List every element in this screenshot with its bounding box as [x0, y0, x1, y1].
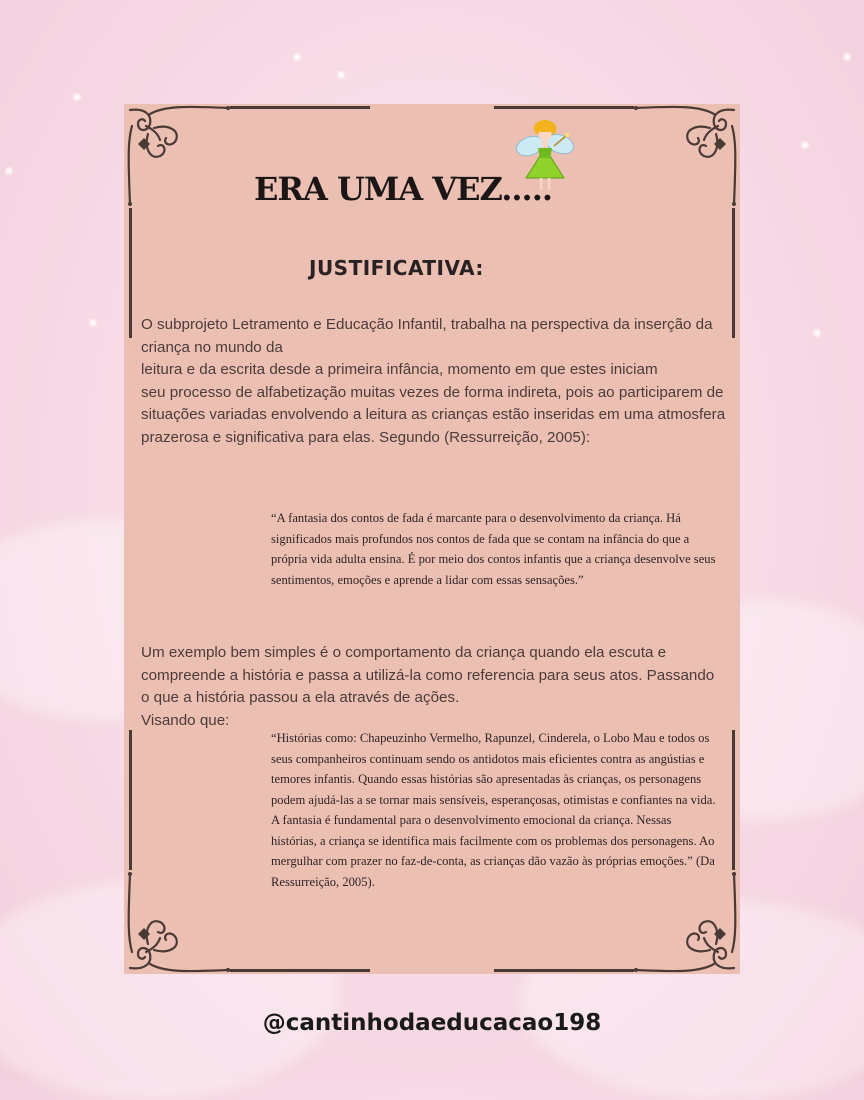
border-line-right-top [732, 208, 735, 338]
document-card [124, 104, 740, 974]
block-quote: “A fantasia dos contos de fada é marcante para o desenvolvimento da criança. Há significados mais profundos nos contos de fada que se contam na infância do que a própria vida adulta ensina. É por meio dos contos infantis que a criança desenvolve seus sentimentos, emoções e aprende a lidar com essas sensações.” [271, 511, 716, 587]
border-line-top-left [230, 106, 370, 109]
body-paragraph: O subprojeto Letramento e Educação Infantil, trabalha na perspectiva da inserção da criança no mundo da leitura e da escrita desde a primeira infância, momento em que estes iniciam seu processo de alfabetização muitas vezes de forma indireta, pois ao participarem de situações variadas envolvendo a leitura as crianças estão inseridas em uma atmosfera prazerosa e significativa para elas. Segundo (Ressurreição, 2005): [141, 316, 726, 446]
sparkle [292, 52, 302, 62]
block-quote: “Histórias como: Chapeuzinho Vermelho, Rapunzel, Cinderela, o Lobo Mau e todos os seus companheiros continuam sendo os antidotos mais eficientes contra as angústias e temores infantis. Quando essas histórias são apresentadas às crianças, os personagens podem ajudá-las a se tornar mais sensíveis, esperançosas, otimistas e confiantes na vida. A fantasia é fundamental para o desenvolvimento emocional da criança. Nessas histórias, a criança se identifica mais facilmente com os problemas dos personagens. Ao mergulhar com prazer no faz-de-conta, as crianças dão vazão às próprias emoções.” (Da Ressurreição, 2005). [271, 731, 716, 889]
border-line-top-right [494, 106, 634, 109]
sparkle [4, 166, 14, 176]
sparkle [800, 140, 810, 150]
section-heading: JUSTIFICATIVA: [309, 256, 484, 280]
social-handle: @cantinhodaeducacao198 [262, 1010, 602, 1036]
document-title: ERA UMA VEZ..... [254, 170, 552, 208]
sparkle [72, 92, 82, 102]
sparkle [842, 52, 852, 62]
sparkle [812, 328, 822, 338]
scroll-ornament-icon [124, 854, 244, 974]
border-line-left-bottom [129, 730, 132, 870]
border-line-left-top [129, 208, 132, 338]
sparkle [88, 318, 98, 328]
body-paragraph: Um exemplo bem simples é o comportamento da criança quando ela escuta e compreende a história e passa a utilizá-la como referencia para seus atos. Passando o que a história passou a ela através de ações. Visando que: [141, 644, 715, 729]
scroll-ornament-icon [620, 104, 740, 224]
border-line-bottom-right [494, 969, 634, 972]
scroll-ornament-icon [124, 104, 244, 224]
border-line-bottom-left [230, 969, 370, 972]
border-line-right-bottom [732, 730, 735, 870]
sparkle [336, 70, 346, 80]
